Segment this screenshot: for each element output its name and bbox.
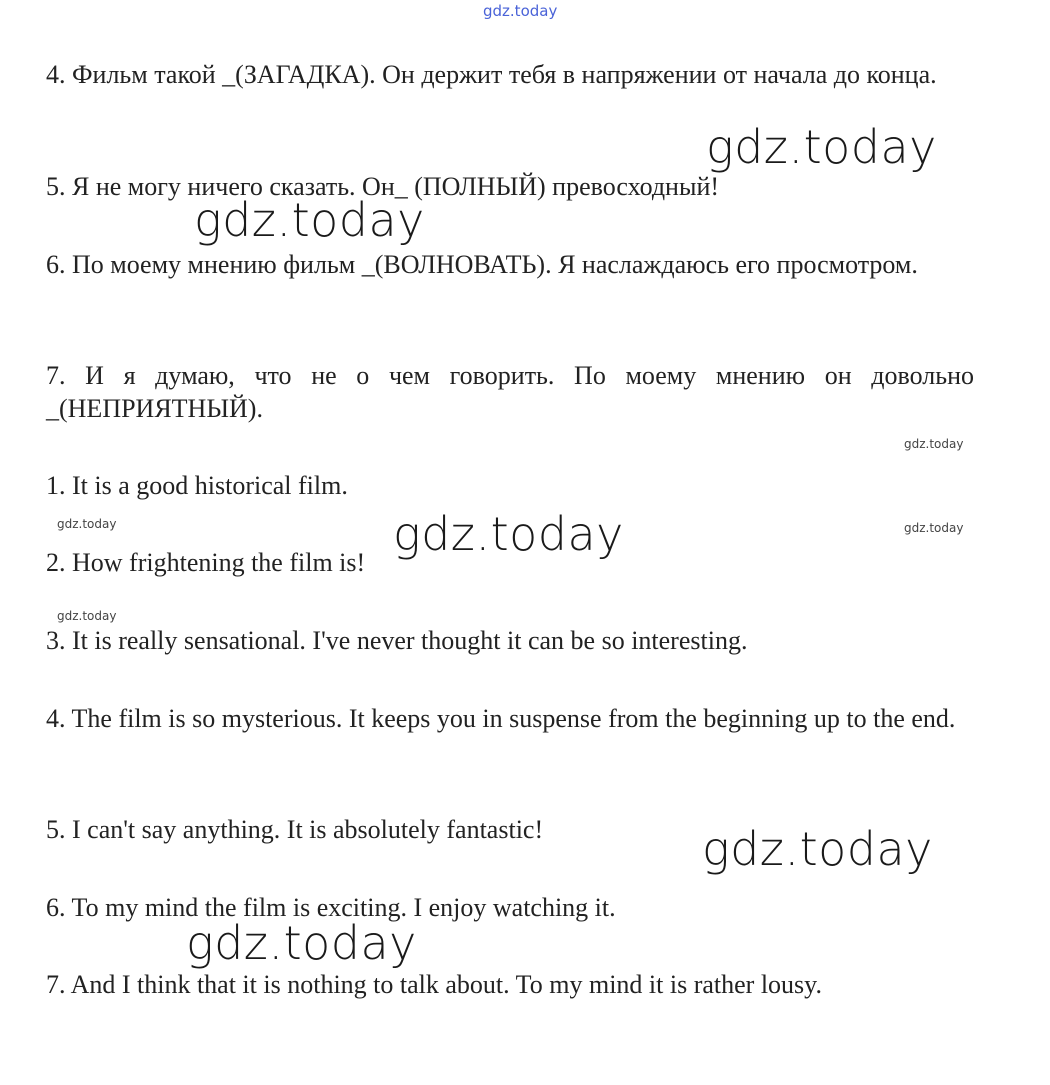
watermark-large: gdz.today (194, 193, 425, 247)
watermark-small: gdz.today (904, 437, 964, 451)
english-item-5: 5. I can't say anything. It is absolutely fantastic! (46, 815, 544, 844)
russian-item-6: 6. По моему мнению фильм _(ВОЛНОВАТЬ). Я наслаждаюсь его просмотром. (46, 250, 918, 279)
english-item-3: 3. It is really sensational. I've never thought it can be so interesting. (46, 626, 748, 655)
english-item-2: 2. How frightening the film is! (46, 548, 366, 577)
watermark-small: gdz.today (57, 517, 117, 531)
russian-item-4: 4. Фильм такой _(ЗАГАДКА). Он держит тебя в напряжении от начала до конца. (46, 60, 937, 89)
watermark-top: gdz.today (483, 2, 558, 20)
english-item-6: 6. To my mind the film is exciting. I enjoy watching it. (46, 893, 616, 922)
watermark-large: gdz.today (706, 120, 937, 174)
watermark-large: gdz.today (186, 916, 417, 970)
english-item-1: 1. It is a good historical film. (46, 471, 348, 500)
english-item-7: 7. And I think that it is nothing to talk about. To my mind it is rather lousy. (46, 970, 822, 999)
russian-item-5: 5. Я не могу ничего сказать. Он_ (ПОЛНЫЙ) превосходный! (46, 172, 720, 201)
watermark-large: gdz.today (393, 507, 624, 561)
watermark-small: gdz.today (904, 521, 964, 535)
russian-item-7: 7. И я думаю, что не о чем говорить. По моему мнению он довольно _(НЕПРИЯТНЫЙ). (46, 361, 974, 423)
watermark-large: gdz.today (702, 822, 933, 876)
english-item-4: 4. The film is so mysterious. It keeps you in suspense from the beginning up to the end. (46, 704, 956, 733)
watermark-small: gdz.today (57, 609, 117, 623)
